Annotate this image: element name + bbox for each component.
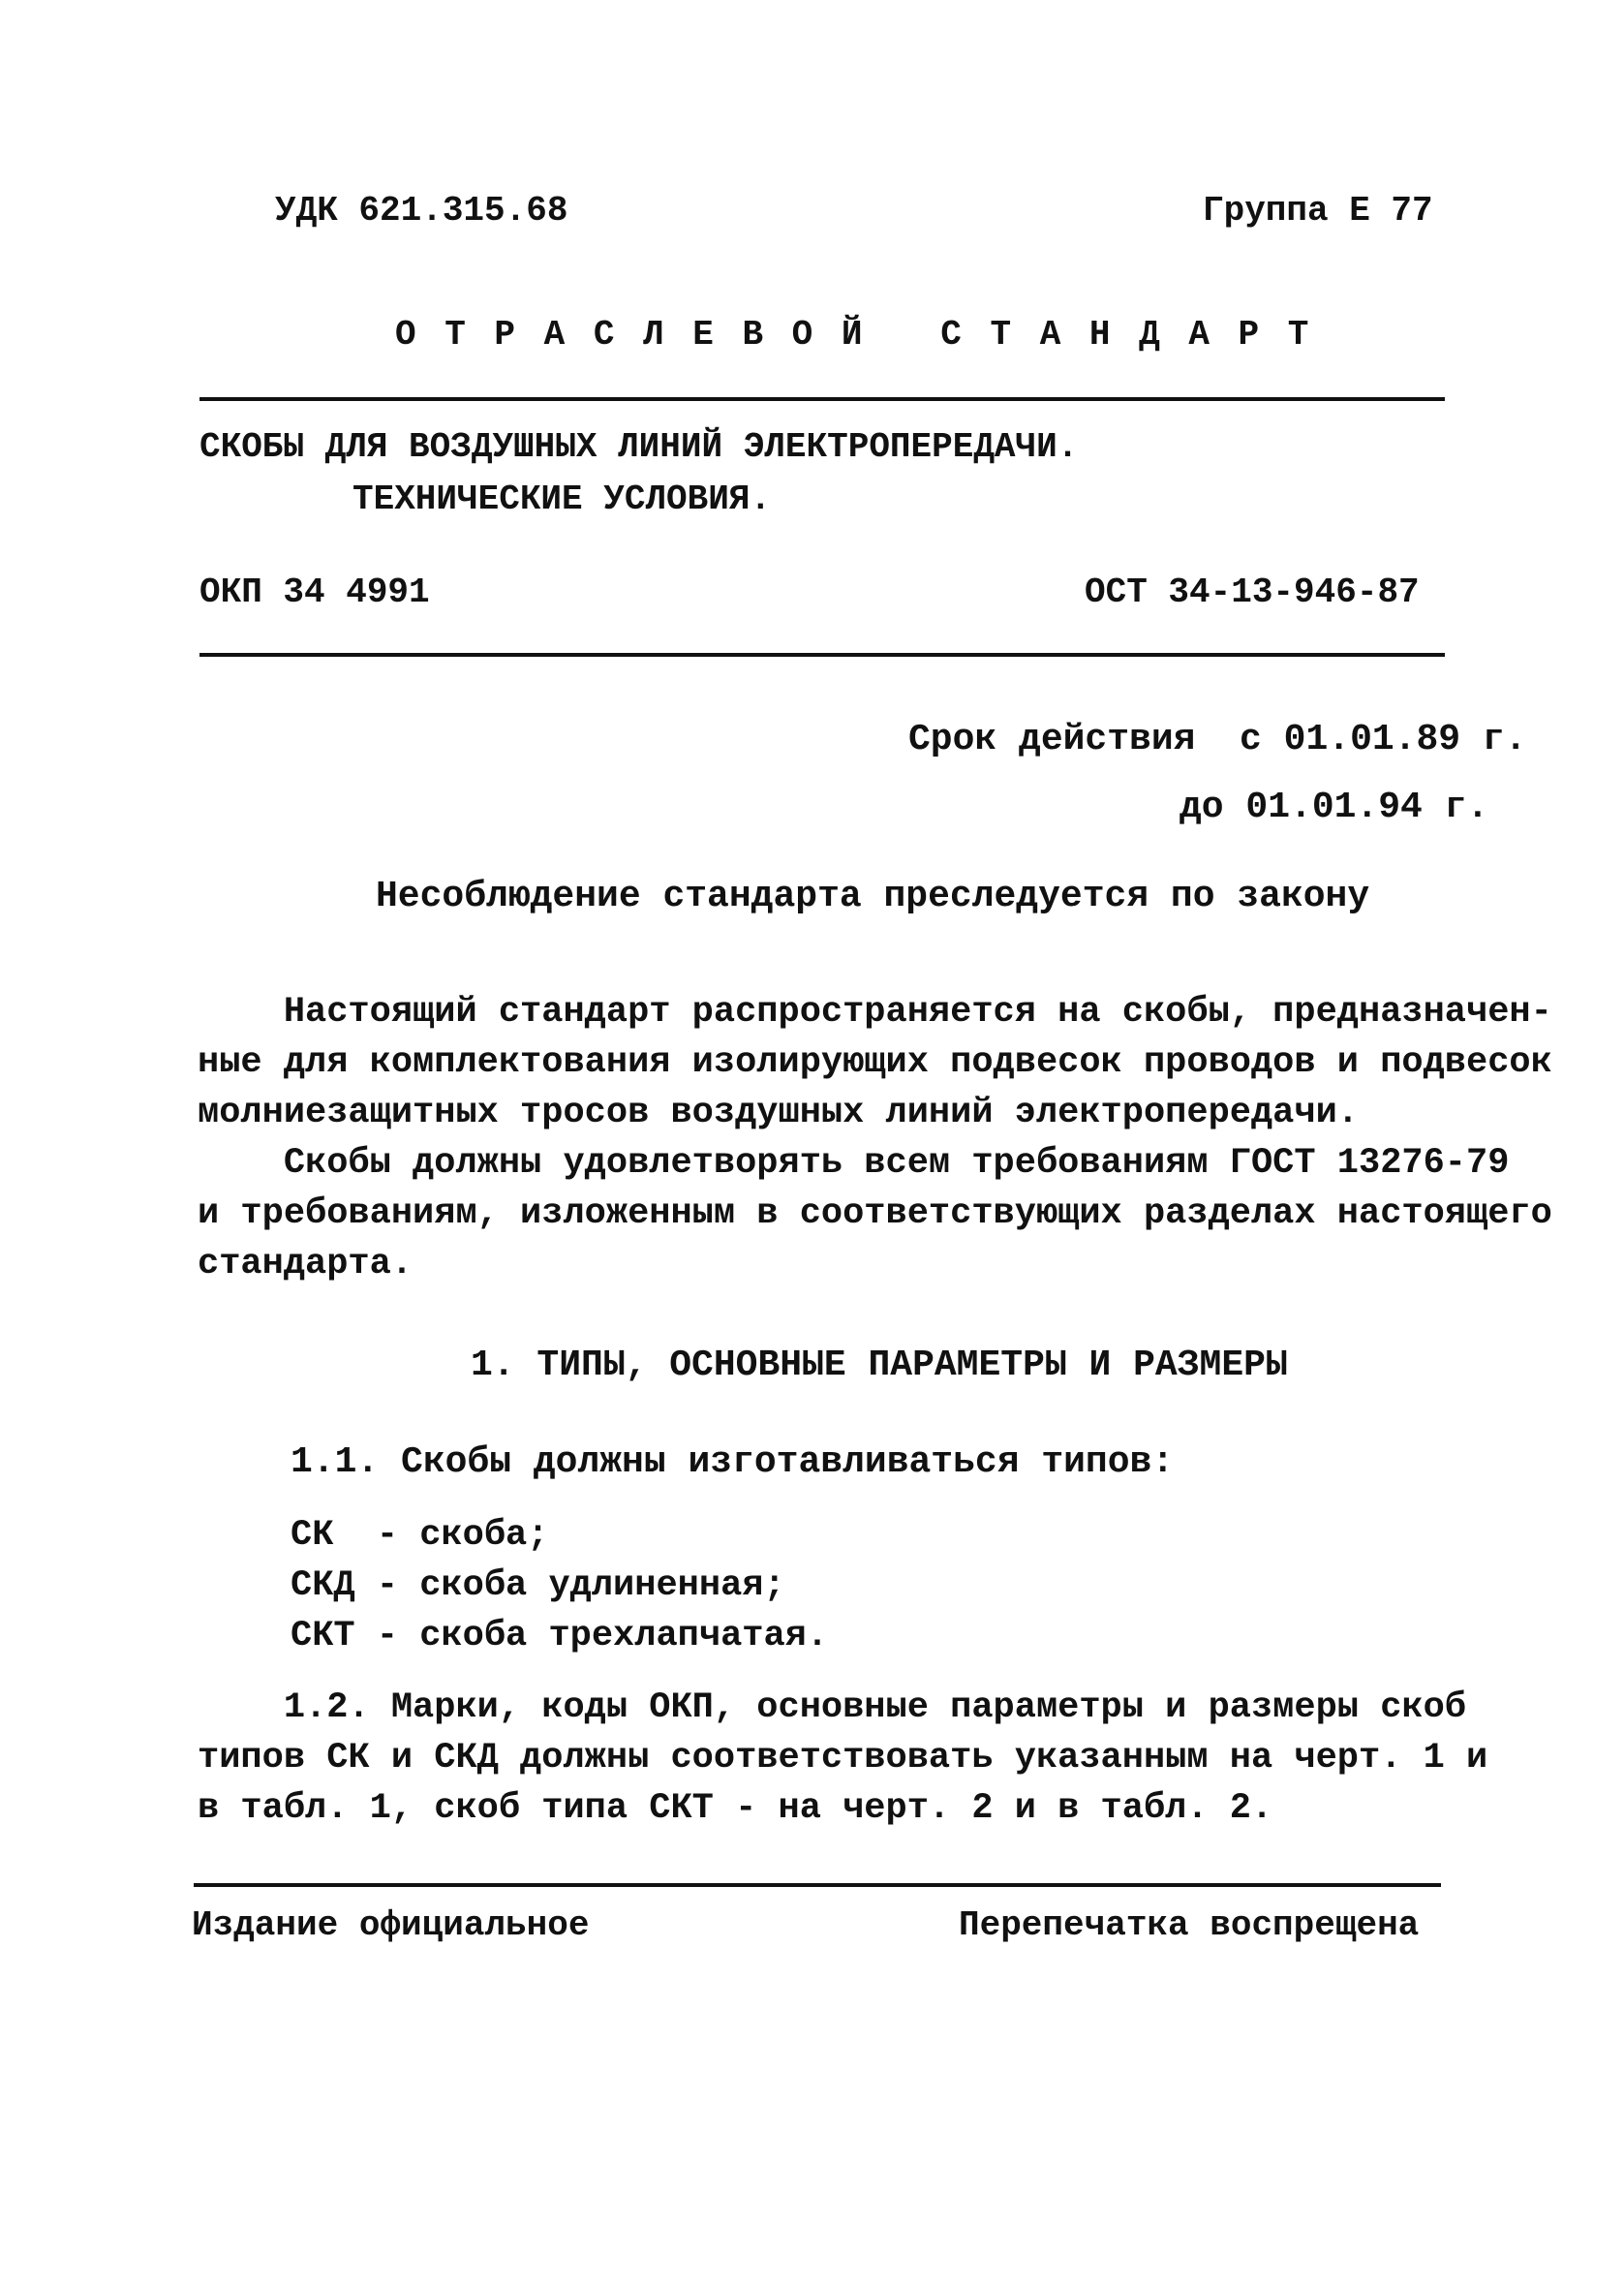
list-item: СК - скоба; <box>291 1515 549 1556</box>
text-line: и требованиям, изложенным в соответствующих разделах настоящего <box>198 1193 1552 1234</box>
text-line: 1.2. Марки, коды ОКП, основные параметры и размеры скоб <box>198 1687 1467 1728</box>
group-code: Группа Е 77 <box>1203 191 1433 231</box>
text-line: Скобы должны удовлетворять всем требованиям ГОСТ 13276-79 <box>198 1143 1510 1184</box>
legal-warning: Несоблюдение стандарта преследуется по закону <box>376 876 1370 917</box>
text-line: Настоящий стандарт распространяется на скобы, предназначен- <box>198 992 1552 1033</box>
text-line: в табл. 1, скоб типа СКТ - на черт. 2 и в табл. 2. <box>198 1788 1273 1829</box>
official-edition-note: Издание официальное <box>192 1905 590 1945</box>
list-item: СКТ - скоба трехлапчатая. <box>291 1616 829 1656</box>
text-line: ные для комплектования изолирующих подвесок проводов и подвесок <box>198 1042 1552 1083</box>
text-line: молниезащитных тросов воздушных линий электропередачи. <box>198 1093 1359 1133</box>
ost-code: ОСТ 34-13-946-87 <box>1085 572 1420 612</box>
okp-code: ОКП 34 4991 <box>199 572 430 612</box>
reprint-prohibited-note: Перепечатка воспрещена <box>959 1905 1420 1945</box>
udk-code: УДК 621.315.68 <box>275 191 568 231</box>
top-rule <box>199 397 1445 401</box>
text-line: типов СК и СКД должны соответствовать указанным на черт. 1 и <box>198 1738 1488 1779</box>
validity-from: Срок действия с 01.01.89 г. <box>908 719 1527 760</box>
document-title-line2: ТЕХНИЧЕСКИЕ УСЛОВИЯ. <box>352 479 772 519</box>
second-rule <box>199 653 1445 657</box>
footer-rule <box>194 1883 1441 1887</box>
section-heading: 1. ТИПЫ, ОСНОВНЫЕ ПАРАМЕТРЫ И РАЗМЕРЫ <box>471 1345 1288 1386</box>
item-1-1: 1.1. Скобы должны изготавливаться типов: <box>291 1441 1175 1483</box>
validity-to: до 01.01.94 г. <box>1180 787 1489 828</box>
standard-stamp-title: О Т Р А С Л Е В О Й С Т А Н Д А Р Т <box>395 315 1313 355</box>
document-title-line1: СКОБЫ ДЛЯ ВОЗДУШНЫХ ЛИНИЙ ЭЛЕКТРОПЕРЕДАЧИ. <box>199 427 1079 467</box>
text-line: стандарта. <box>198 1244 414 1284</box>
list-item: СКД - скоба удлиненная; <box>291 1565 785 1606</box>
